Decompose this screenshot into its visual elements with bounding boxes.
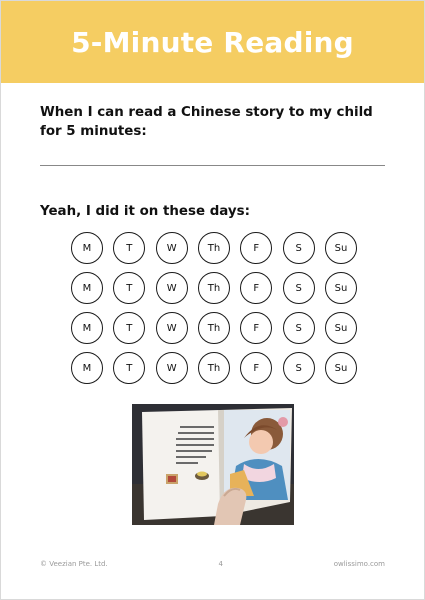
day-circle-th[interactable]: Th bbox=[198, 312, 230, 344]
day-circle-th[interactable]: Th bbox=[198, 352, 230, 384]
copyright-text: © Veezian Pte. Ltd. bbox=[40, 560, 108, 568]
day-circle-w[interactable]: W bbox=[156, 352, 188, 384]
book-photo bbox=[132, 404, 294, 525]
days-heading: Yeah, I did it on these days: bbox=[40, 204, 250, 219]
answer-line bbox=[40, 165, 385, 166]
week-row bbox=[71, 272, 357, 304]
week-row bbox=[71, 232, 357, 264]
day-circle-w[interactable]: W bbox=[156, 272, 188, 304]
day-circle-f[interactable]: F bbox=[240, 352, 272, 384]
day-circle-w[interactable]: W bbox=[156, 232, 188, 264]
header-banner bbox=[1, 1, 424, 83]
day-circle-s[interactable]: S bbox=[283, 232, 315, 264]
day-circle-m[interactable]: M bbox=[71, 232, 103, 264]
day-circle-m[interactable]: M bbox=[71, 352, 103, 384]
day-circle-su[interactable]: Su bbox=[325, 232, 357, 264]
day-circle-t[interactable]: T bbox=[113, 272, 145, 304]
day-circle-su[interactable]: Su bbox=[325, 352, 357, 384]
day-circle-su[interactable]: Su bbox=[325, 272, 357, 304]
day-circle-f[interactable]: F bbox=[240, 272, 272, 304]
day-circle-m[interactable]: M bbox=[71, 312, 103, 344]
day-circle-t[interactable]: T bbox=[113, 312, 145, 344]
day-circle-t[interactable]: T bbox=[113, 232, 145, 264]
day-circle-w[interactable]: W bbox=[156, 312, 188, 344]
day-circle-f[interactable]: F bbox=[240, 232, 272, 264]
day-circle-s[interactable]: S bbox=[283, 352, 315, 384]
page-title: 5-Minute Reading bbox=[71, 25, 354, 59]
day-circle-s[interactable]: S bbox=[283, 272, 315, 304]
week-row bbox=[71, 352, 357, 384]
reading-prompt: When I can read a Chinese story to my child for 5 minutes: bbox=[40, 105, 373, 139]
page-number: 4 bbox=[218, 560, 223, 568]
day-circle-th[interactable]: Th bbox=[198, 272, 230, 304]
day-circle-s[interactable]: S bbox=[283, 312, 315, 344]
day-circle-f[interactable]: F bbox=[240, 312, 272, 344]
photo-illustration bbox=[132, 404, 294, 525]
week-row bbox=[71, 312, 357, 344]
day-circle-th[interactable]: Th bbox=[198, 232, 230, 264]
website-link[interactable]: owlissimo.com bbox=[333, 560, 385, 568]
day-circle-su[interactable]: Su bbox=[325, 312, 357, 344]
day-circle-t[interactable]: T bbox=[113, 352, 145, 384]
page-footer bbox=[40, 560, 385, 568]
day-circle-m[interactable]: M bbox=[71, 272, 103, 304]
day-tracker-grid bbox=[71, 232, 357, 392]
